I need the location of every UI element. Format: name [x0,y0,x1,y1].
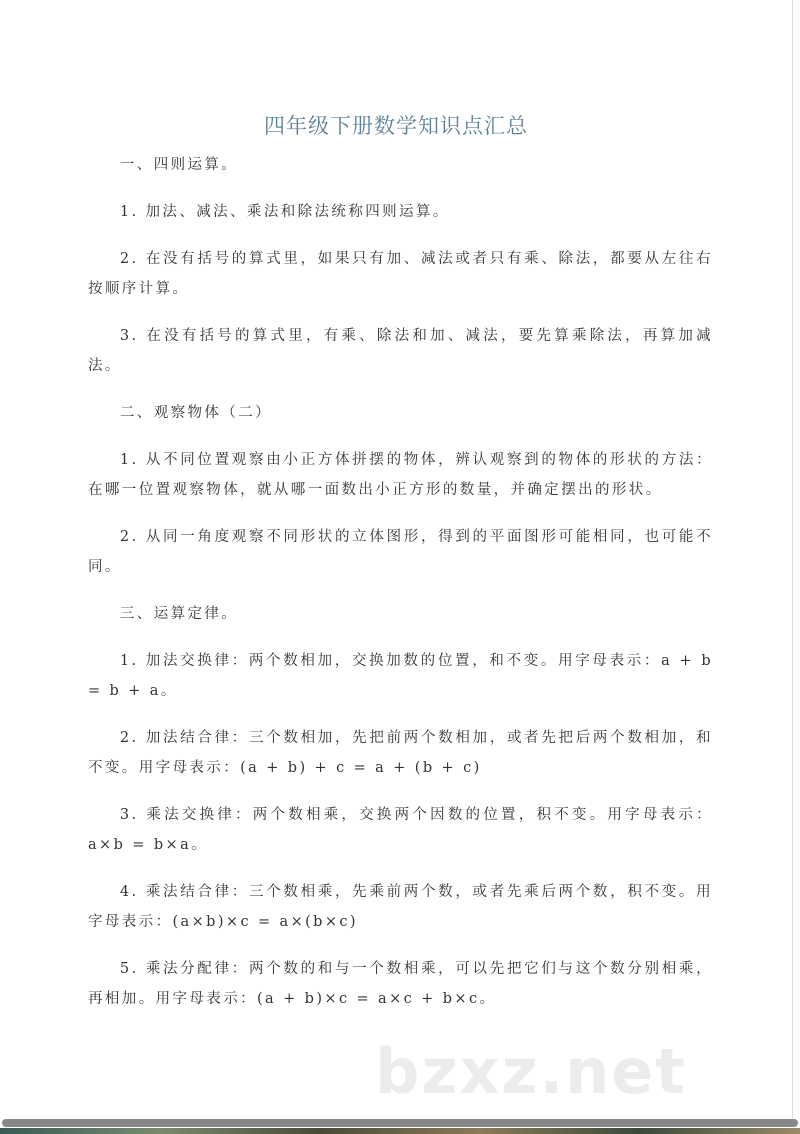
paragraph: 1. 加法交换律：两个数相加，交换加数的位置，和不变。用字母表示：a + b = b + a。 [88,653,713,699]
section-heading: 三、运算定律。 [119,606,239,622]
paragraph: 1. 加法、减法、乘法和除法统称四则运算。 [119,204,450,220]
watermark: bzxz.net [375,1035,687,1108]
paragraph: 2. 在没有括号的算式里，如果只有加、减法或者只有乘、除法，都要从左往右按顺序计算。 [88,251,713,297]
document-body [88,150,713,1031]
paragraph: 3. 在没有括号的算式里，有乘、除法和加、减法，要先算乘除法，再算加减法。 [88,328,713,374]
paragraph: 4. 乘法结合律：三个数相乘，先乘前两个数，或者先乘后两个数，积不变。用字母表示：(a×b)×c = a×(b×c) [88,884,713,930]
document-title: 四年级下册数学知识点汇总 [264,114,528,138]
paragraph: 2. 从同一角度观察不同形状的立体图形，得到的平面图形可能相同，也可能不同。 [88,529,713,575]
paragraph: 5. 乘法分配律：两个数的和与一个数相乘，可以先把它们与这个数分别相乘，再相加。用字母表示：(a + b)×c = a×c + b×c。 [88,961,713,1007]
section-heading: 二、观察物体（二） [119,405,272,421]
section-heading: 一、四则运算。 [119,157,239,173]
paragraph: 3. 乘法交换律：两个数相乘，交换两个因数的位置，积不变。用字母表示：a×b = b×a。 [88,807,713,853]
horizontal-scrollbar[interactable] [2,1119,798,1127]
paragraph: 2. 加法结合律：三个数相加，先把前两个数相加，或者先把后两个数相加，和不变。用字母表示：(a + b) + c = a + (b + c) [88,730,713,776]
background-strip [0,1128,800,1134]
paragraph: 1. 从不同位置观察由小正方体拼摆的物体，辨认观察到的物体的形状的方法：在哪一位置观察物体，就从哪一面数出小正方形的数量，并确定摆出的形状。 [88,452,713,498]
